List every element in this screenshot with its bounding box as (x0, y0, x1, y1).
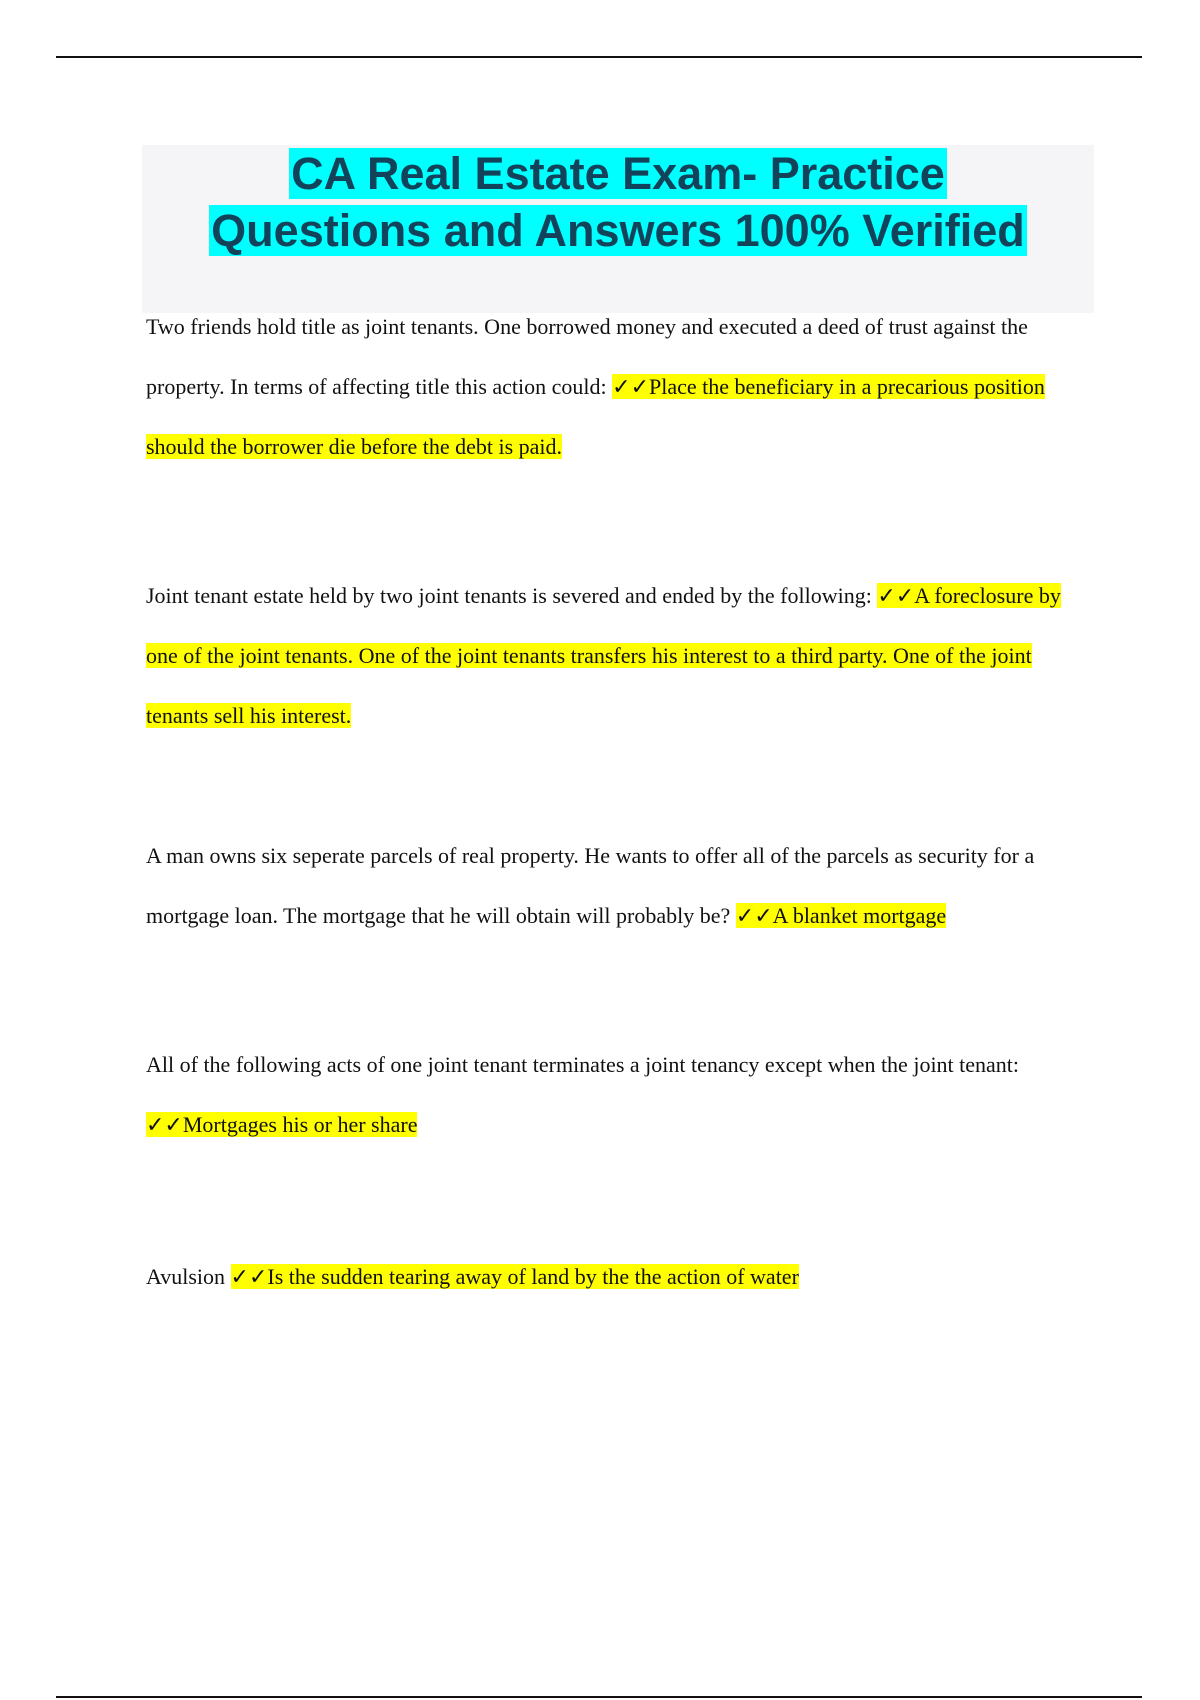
question-text: A man owns six seperate parcels of real property. He wants to offer all of the parcels as security for a mortgage loan. The mortgage that he will obtain will probably be? (146, 843, 1035, 928)
question-text: Two friends hold title as joint tenants. One borrowed money and executed a deed of trust against the property. In terms of affecting title this action could: (146, 314, 1028, 399)
qa-item (146, 1247, 1091, 1307)
answer-text: ✓✓A blanket mortgage (735, 903, 947, 928)
title-block (142, 145, 1094, 313)
answer-text: ✓✓Is the sudden tearing away of land by the the action of water (230, 1264, 799, 1289)
document-title-line-1: CA Real Estate Exam- Practice (291, 148, 945, 199)
answer-text: ✓✓Place the beneficiary in a precarious position should the borrower die before the debt is paid. (146, 374, 1045, 459)
question-text: Avulsion (146, 1264, 231, 1289)
qa-item (146, 297, 1091, 477)
footer-rule (56, 1696, 1142, 1698)
qa-item (146, 1035, 1091, 1155)
document-title-line-2: Questions and Answers 100% Verified (211, 205, 1025, 256)
answer-text: ✓✓A foreclosure by one of the joint tenants. One of the joint tenants transfers his interest to a third party. One of the joint tenants sell his interest. (146, 583, 1061, 728)
question-text: All of the following acts of one joint tenant terminates a joint tenancy except when the joint tenant: (146, 1052, 1020, 1077)
header-rule (56, 56, 1142, 58)
question-text: Joint tenant estate held by two joint tenants is severed and ended by the following: (146, 583, 878, 608)
qa-item (146, 566, 1091, 746)
qa-item (146, 826, 1091, 946)
answer-text: ✓✓Mortgages his or her share (146, 1112, 418, 1137)
